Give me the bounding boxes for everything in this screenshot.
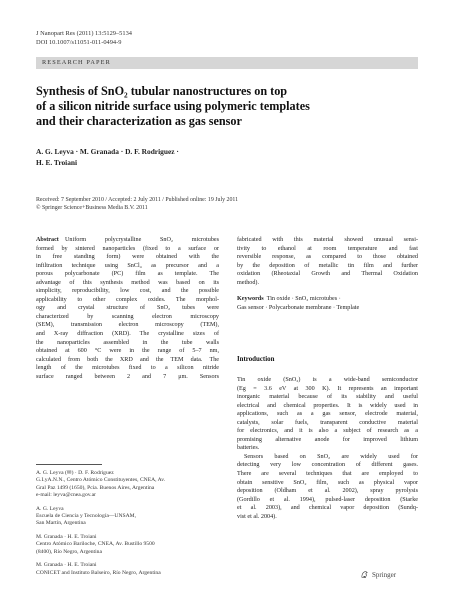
abstract-line: infiltration technique using SnCl₄ as precursor and a bbox=[36, 262, 219, 269]
authors-line: A. G. Leyva · M. Granada · D. F. Rodriguez · bbox=[36, 147, 179, 156]
abstract-line: the nanoparticles assembled in the tube walls bbox=[36, 339, 219, 346]
affiliation-authors: A. G. Leyva bbox=[36, 505, 64, 512]
affiliation-block bbox=[36, 506, 222, 528]
affiliations bbox=[36, 470, 222, 584]
abstract-line: fabricated with this material showed unusual sensi- bbox=[237, 237, 418, 243]
title-line: of a silicon nitride surface using polymeric templates bbox=[36, 99, 310, 113]
abstract-line: by the deposition of metallic tin film and further bbox=[237, 262, 418, 269]
affiliation-line: Gral Paz 1499 (1650), Pcia. Buenos Aires, Argentina bbox=[36, 484, 155, 491]
affiliation-line: Escuela de Ciencia y Tecnología—UNSAM, bbox=[36, 512, 137, 519]
footnote-rule bbox=[36, 464, 102, 465]
affiliation-authors: A. G. Leyva (✉) · D. F. Rodriguez bbox=[36, 470, 114, 476]
abstract-line: ogy and crystal structure of SnO₂ tubes were bbox=[36, 305, 219, 312]
abstract-line: oxidation (Rheotaxial Growth and Thermal Oxidation bbox=[237, 271, 418, 278]
authors-line: H. E. Troiani bbox=[36, 157, 78, 167]
intro-line: Sensors based on SnO₂ are widely used for bbox=[244, 453, 418, 460]
journal-header bbox=[36, 30, 132, 47]
intro-line: There are several techniques that are employed to bbox=[237, 471, 418, 478]
affiliation-line: CONICET and Instituto Balseiro, Río Negro, Argentina bbox=[36, 569, 161, 576]
abstract-line: porous polycarbonate (PC) film as template. The bbox=[36, 271, 219, 278]
article-type-banner bbox=[36, 57, 418, 69]
abstract-line: in free standing form) were obtained with the bbox=[36, 254, 219, 261]
title-line: and their characterization as gas sensor bbox=[36, 114, 242, 128]
abstract bbox=[36, 236, 219, 381]
abstract-line: reversible response, as compared to those obtained bbox=[237, 254, 418, 261]
intro-line: for electronics, and it is also a subject of research as a bbox=[237, 428, 418, 435]
abstract-line: length of the microtubes fixed to a silicon nitride bbox=[36, 365, 219, 372]
affiliation-line: (8400), Río Negro, Argentina bbox=[36, 548, 102, 555]
intro-line: electrical and chemical properties. It is widely used in bbox=[237, 402, 418, 409]
abstract-line: characterized by scanning electron microscopy bbox=[36, 313, 219, 320]
intro-line: applications, such as a gas sensor, electrode material, bbox=[237, 411, 418, 418]
affiliation-block bbox=[36, 534, 222, 556]
intro-line: inorganic material because of its stability and useful bbox=[237, 394, 418, 401]
affiliation-line: Centro Atómico Bariloche, CNEA, Av. Bustillo 9500 bbox=[36, 541, 155, 548]
copyright-line: © Springer Science+Business Media B.V. 2011 bbox=[36, 205, 148, 212]
affiliation-block bbox=[36, 562, 222, 577]
springer-horse-icon bbox=[360, 570, 369, 579]
affiliation-authors: M. Granada · H. E. Troiani bbox=[36, 562, 97, 569]
paper-title bbox=[36, 84, 416, 129]
abstract-line: (SEM), transmission electron microscopy (TEM), bbox=[36, 322, 219, 329]
abstract-label: Abstract bbox=[36, 237, 59, 243]
abstract-continued bbox=[237, 236, 418, 312]
intro-line: Tin oxide (SnO₂) is a wide-band semiconductor bbox=[237, 377, 418, 383]
intro-line: promising alternative anode for improved lithium bbox=[237, 436, 418, 443]
article-type: RESEARCH PAPER bbox=[42, 59, 111, 66]
email-link[interactable]: e-mail: leyva@cnea.gov.ar bbox=[36, 491, 96, 498]
publisher-logo bbox=[360, 570, 396, 579]
abstract-first-line bbox=[36, 236, 219, 245]
intro-line: vist et al. 2004). bbox=[237, 513, 277, 520]
intro-line: detecting very low concentration of different gases. bbox=[237, 462, 418, 469]
title-line: Synthesis of SnO₂ tubular nanostructures on top bbox=[36, 84, 288, 98]
intro-line: (Eg = 3.6 eV at 300 K). It represents an important bbox=[237, 385, 418, 392]
keywords-text: Tin oxide · SnO₂ microtubes · bbox=[266, 296, 341, 303]
publication-dates bbox=[36, 196, 238, 213]
affiliation-line: G.I.yA.N.N., Centro Atómico Constituyentes, CNEA, Av. bbox=[36, 477, 166, 484]
abstract-line: surface ranged between 2 and 7 μm. Sensors bbox=[36, 373, 219, 380]
abstract-line: formed by sintered nanoparticles (fixed to a surface or bbox=[36, 245, 219, 252]
intro-line: obtain sensitive SnO₂ film, such as physical vapor bbox=[237, 479, 418, 486]
keywords-label: Keywords bbox=[237, 296, 264, 303]
journal-citation: J Nanopart Res (2011) 13:5129–5134 bbox=[36, 30, 132, 37]
spacer bbox=[237, 287, 418, 295]
intro-line: (Gordillo et al. 1994), pulsed-laser deposition (Starke bbox=[237, 496, 418, 503]
abstract-line: tivity to ethanol at room temperature and fast bbox=[237, 245, 418, 252]
abstract-line: obtained at 600 °C were in the range of 5–7 nm, bbox=[36, 348, 219, 355]
intro-line: catalysts, solar fuels, transparent conductive material bbox=[237, 419, 418, 426]
publisher-name: Springer bbox=[372, 570, 397, 579]
section-heading-introduction: Introduction bbox=[237, 356, 275, 363]
abstract-line: and X-ray diffraction (XRD). The crystalline sizes of bbox=[36, 331, 219, 338]
introduction-body bbox=[237, 376, 418, 521]
abstract-line: method). bbox=[237, 279, 259, 286]
author-list bbox=[36, 147, 179, 168]
abstract-line: calculated from both the XRD and the TEM data. The bbox=[36, 356, 219, 363]
abstract-line: applicability to other complex oxides. The morphol- bbox=[36, 296, 219, 303]
intro-line: deposition (Oldham et al. 2002), spray pyrolysis bbox=[237, 488, 418, 495]
doi: DOI 10.1007/s11051-011-0494-9 bbox=[36, 38, 122, 46]
keywords-line bbox=[237, 295, 418, 304]
affiliation-authors: M. Granada · H. E. Troiani bbox=[36, 534, 97, 541]
dates-line: Received: 7 September 2010 / Accepted: 2 July 2011 / Published online: 19 July 2011 bbox=[36, 197, 239, 203]
abstract-line: Uniform polycrystalline SnO₂ microtubes bbox=[65, 237, 219, 243]
affiliation-block bbox=[36, 470, 222, 499]
intro-line: batteries. bbox=[237, 445, 260, 452]
abstract-line: simplicity, reproducibility, low cost, and the possible bbox=[36, 288, 219, 295]
affiliation-line: San Martín, Argentina bbox=[36, 520, 86, 527]
keywords-text: Gas sensor · Polycarbonate membrane · Template bbox=[237, 304, 360, 311]
intro-line: et al. 2003), and chemical vapor deposition (Sundq- bbox=[237, 505, 418, 512]
abstract-line: advantage of this synthesis method was based on its bbox=[36, 279, 219, 286]
